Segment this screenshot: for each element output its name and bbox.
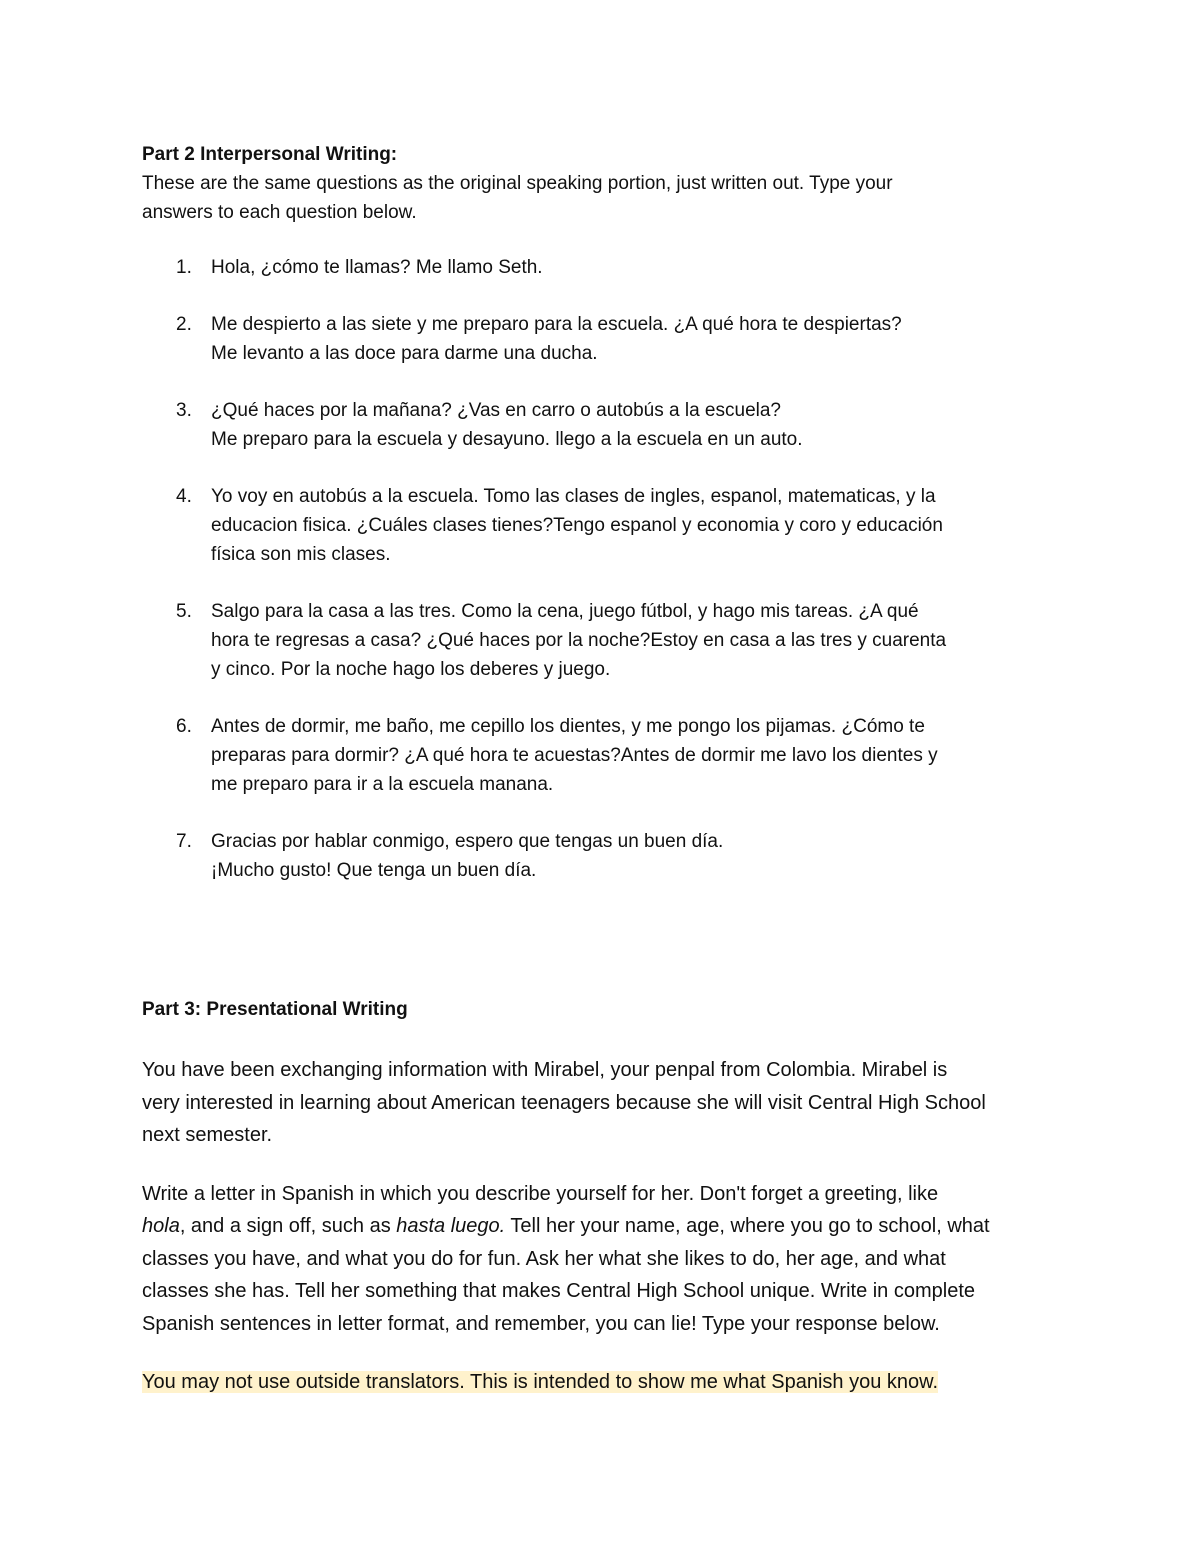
paragraph-line: classes she has. Tell her something that makes Central High School unique. Write in complete xyxy=(142,1280,976,1302)
question-item-6 xyxy=(142,712,1072,799)
paragraph-line: classes you have, and what you do for fun. Ask her what she likes to do, her age, and what xyxy=(142,1247,946,1270)
question-line: ¿Qué haces por la mañana? ¿Vas en carro o autobús a la escuela? xyxy=(211,400,781,421)
paragraph-line: next semester. xyxy=(142,1124,273,1146)
answer-line: Me preparo para la escuela y desayuno. llego a la escuela en un auto. xyxy=(211,429,803,450)
translator-warning xyxy=(142,1368,1072,1397)
question-item-3 xyxy=(142,396,1072,454)
answer-line: me preparo para ir a la escuela manana. xyxy=(211,774,554,795)
question-number: 2. xyxy=(176,314,192,335)
question-line: Antes de dormir, me baño, me cepillo los dientes, y me pongo los pijamas. ¿Cómo te xyxy=(211,716,925,737)
part2-intro xyxy=(142,169,1072,227)
question-line: Me despierto a las siete y me preparo para la escuela. ¿A qué hora te despiertas? xyxy=(211,314,902,335)
part3-section xyxy=(142,995,1072,1397)
answer-line: y cinco. Por la noche hago los deberes y juego. xyxy=(211,659,611,680)
question-line: hora te regresas a casa? ¿Qué haces por la noche?Estoy en casa a las tres y cuarenta xyxy=(211,630,947,651)
question-item-1 xyxy=(142,253,1072,282)
answer-line: física son mis clases. xyxy=(211,544,391,565)
question-number: 3. xyxy=(176,400,192,421)
paragraph-line: Write a letter in Spanish in which you describe yourself for her. Don't forget a greeting, like xyxy=(142,1182,939,1205)
paragraph-line: Spanish sentences in letter format, and remember, you can lie! Type your response below. xyxy=(142,1312,940,1335)
question-line: Yo voy en autobús a la escuela. Tomo las clases de ingles, espanol, matematicas, y la xyxy=(211,486,936,507)
question-number: 1. xyxy=(176,257,192,278)
italic-hola: hola xyxy=(142,1215,180,1237)
paragraph-line: You have been exchanging information with Mirabel, your penpal from Colombia. Mirabel is xyxy=(142,1059,948,1081)
part3-title: Part 3: Presentational Writing xyxy=(142,999,408,1020)
question-number: 7. xyxy=(176,831,192,852)
answer-line: Me levanto a las doce para darme una ducha. xyxy=(211,343,598,364)
question-item-7 xyxy=(142,827,1072,885)
paragraph-text: Tell her your name, age, where you go to school, what xyxy=(505,1215,990,1237)
part3-paragraph-1 xyxy=(142,1054,1072,1152)
paragraph-line: very interested in learning about American teenagers because she will visit Central High School xyxy=(142,1091,986,1114)
part2-intro-line: answers to each question below. xyxy=(142,202,417,223)
question-line: Hola, ¿cómo te llamas? Me llamo Seth. xyxy=(211,257,543,278)
paragraph-line xyxy=(142,1210,1072,1243)
highlighted-warning: You may not use outside translators. This is intended to show me what Spanish you know. xyxy=(142,1371,939,1393)
question-line: educacion fisica. ¿Cuáles clases tienes?Tengo espanol y economia y coro y educación xyxy=(211,515,943,536)
question-item-4 xyxy=(142,482,1072,569)
part3-paragraph-2 xyxy=(142,1178,1072,1341)
question-line: preparas para dormir? ¿A qué hora te acuestas?Antes de dormir me lavo los dientes y xyxy=(211,745,938,766)
italic-hasta-luego: hasta luego. xyxy=(396,1215,506,1237)
answer-line: ¡Mucho gusto! Que tenga un buen día. xyxy=(211,860,537,881)
question-line: Salgo para la casa a las tres. Como la cena, juego fútbol, y hago mis tareas. ¿A qué xyxy=(211,601,919,622)
part2-section xyxy=(142,140,1072,913)
question-line: Gracias por hablar conmigo, espero que tengas un buen día. xyxy=(211,831,724,852)
part2-intro-line: These are the same questions as the original speaking portion, just written out. Type your xyxy=(142,173,893,194)
part2-title: Part 2 Interpersonal Writing: xyxy=(142,144,398,165)
paragraph-text: , and a sign off, such as xyxy=(179,1215,397,1237)
question-number: 6. xyxy=(176,716,192,737)
question-item-2 xyxy=(142,310,1072,368)
question-number: 4. xyxy=(176,486,192,507)
question-list xyxy=(142,253,1072,885)
question-item-5 xyxy=(142,597,1072,684)
question-number: 5. xyxy=(176,601,192,622)
